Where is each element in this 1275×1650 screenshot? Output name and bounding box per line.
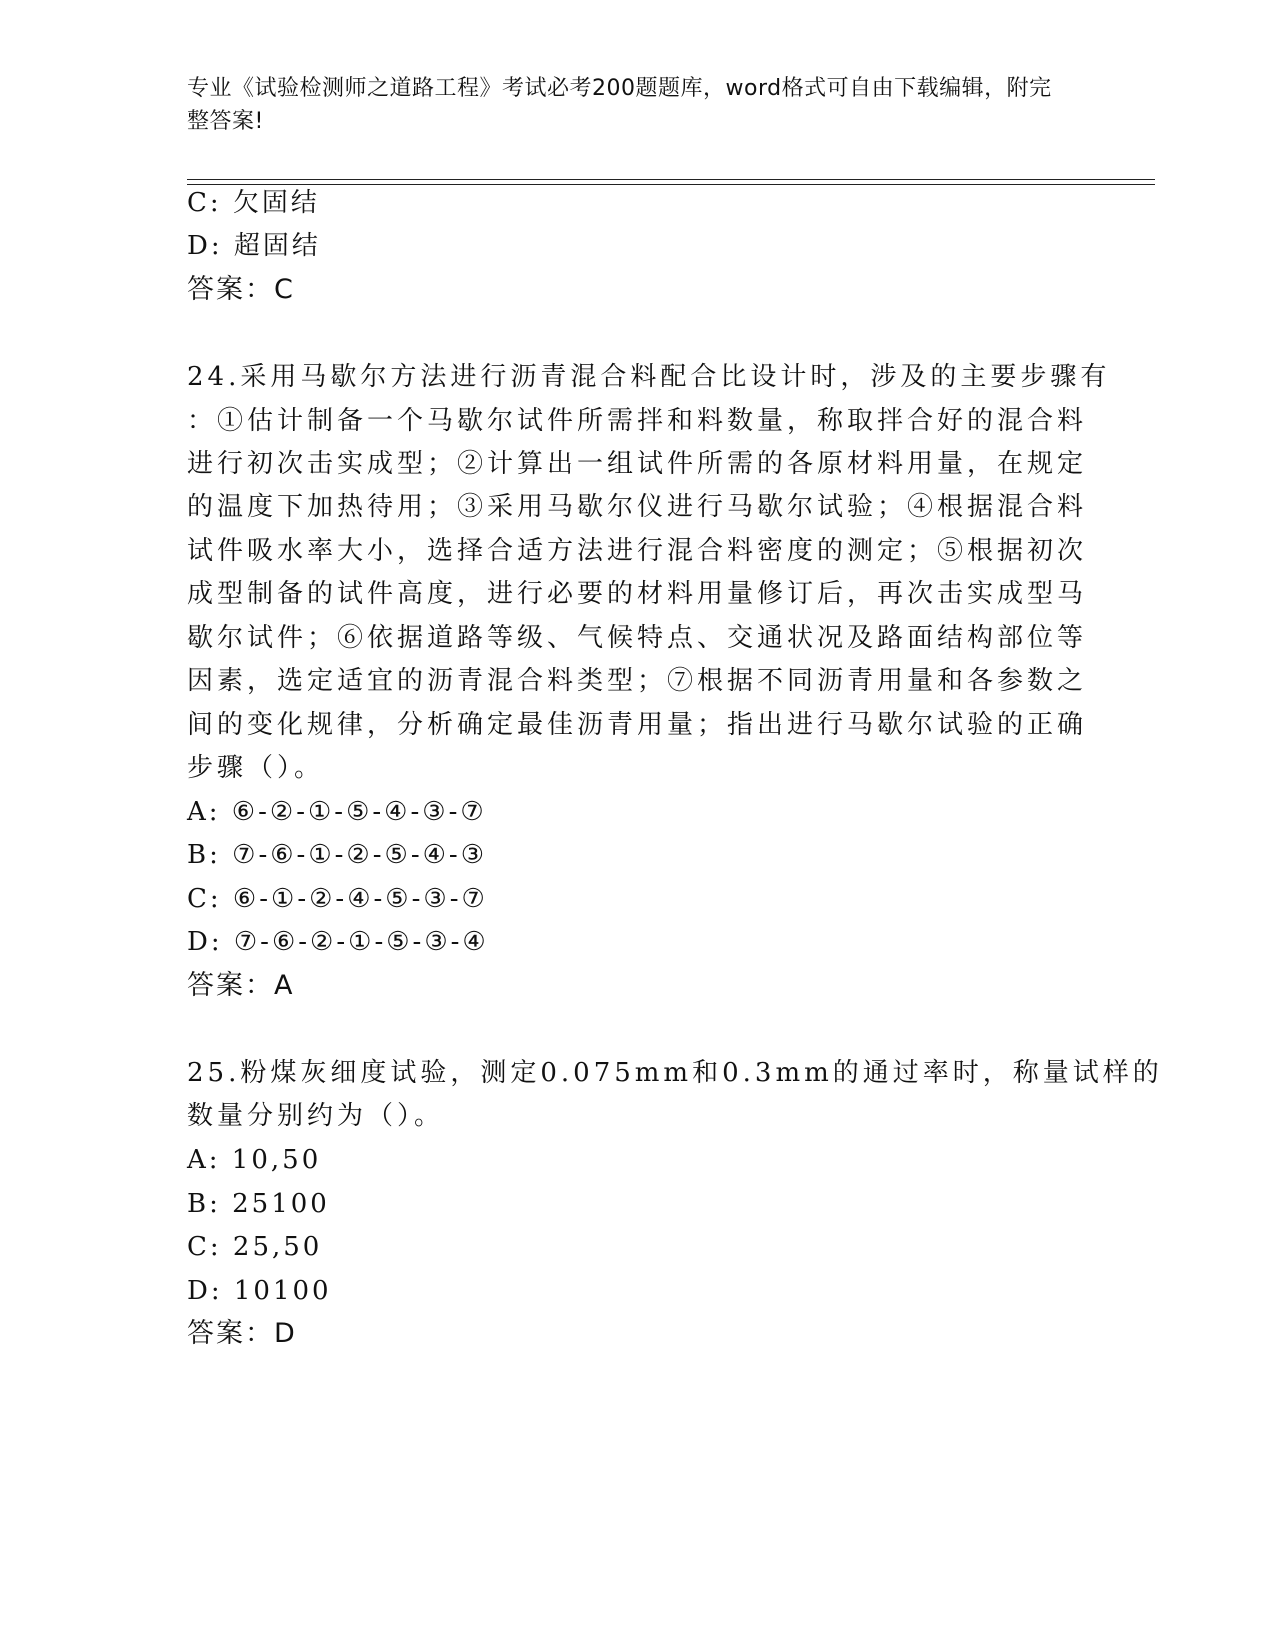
document-header: 专业《试验检测师之道路工程》考试必考200题题库，word格式可自由下载编辑，附完整答案! bbox=[187, 76, 1052, 134]
q24-option-a: A: ⑥-②-①-⑤-④-③-⑦ bbox=[187, 797, 487, 827]
q25-line-1: 25.粉煤灰细度试验，测定0.075mm和0.3mm的通过率时，称量试样的 bbox=[187, 1058, 1163, 1088]
q24-line-2: ：①估计制备一个马歇尔试件所需拌和料数量，称取拌合好的混合料 bbox=[187, 406, 1088, 436]
q24-line-8: 因素，选定适宜的沥青混合料类型；⑦根据不同沥青用量和各参数之 bbox=[187, 666, 1088, 696]
q25-answer: 答案：D bbox=[187, 1318, 297, 1349]
q24-line-10: 步骤（）。 bbox=[187, 753, 325, 783]
header-divider-top bbox=[187, 179, 1155, 180]
q25-option-b: B: 25100 bbox=[187, 1189, 330, 1219]
q25-option-d: D: 10100 bbox=[187, 1276, 332, 1306]
prev-option-d: D: 超固结 bbox=[187, 231, 321, 261]
header-divider-bottom bbox=[187, 184, 1155, 185]
q24-option-b: B: ⑦-⑥-①-②-⑤-④-③ bbox=[187, 840, 488, 870]
q24-option-d: D: ⑦-⑥-②-①-⑤-③-④ bbox=[187, 927, 489, 957]
q25-option-c: C: 25,50 bbox=[187, 1232, 323, 1262]
q24-line-6: 成型制备的试件高度，进行必要的材料用量修订后，再次击实成型马 bbox=[187, 579, 1088, 609]
q24-line-4: 的温度下加热待用；③采用马歇尔仪进行马歇尔试验；④根据混合料 bbox=[187, 492, 1088, 522]
q24-line-7: 歇尔试件；⑥依据道路等级、气候特点、交通状况及路面结构部位等 bbox=[187, 623, 1088, 653]
q25-line-2: 数量分别约为（）。 bbox=[187, 1101, 445, 1131]
prev-option-c: C: 欠固结 bbox=[187, 188, 320, 218]
q24-line-9: 间的变化规律，分析确定最佳沥青用量；指出进行马歇尔试验的正确 bbox=[187, 710, 1088, 740]
q24-option-c: C: ⑥-①-②-④-⑤-③-⑦ bbox=[187, 884, 488, 914]
q24-line-1: 24.采用马歇尔方法进行沥青混合料配合比设计时，涉及的主要步骤有 bbox=[187, 362, 1111, 392]
prev-answer: 答案：C bbox=[187, 274, 295, 305]
q24-line-5: 试件吸水率大小，选择合适方法进行混合料密度的测定；⑤根据初次 bbox=[187, 536, 1088, 566]
q24-answer: 答案：A bbox=[187, 970, 295, 1001]
q24-line-3: 进行初次击实成型；②计算出一组试件所需的各原材料用量，在规定 bbox=[187, 449, 1088, 479]
q25-option-a: A: 10,50 bbox=[187, 1145, 322, 1175]
